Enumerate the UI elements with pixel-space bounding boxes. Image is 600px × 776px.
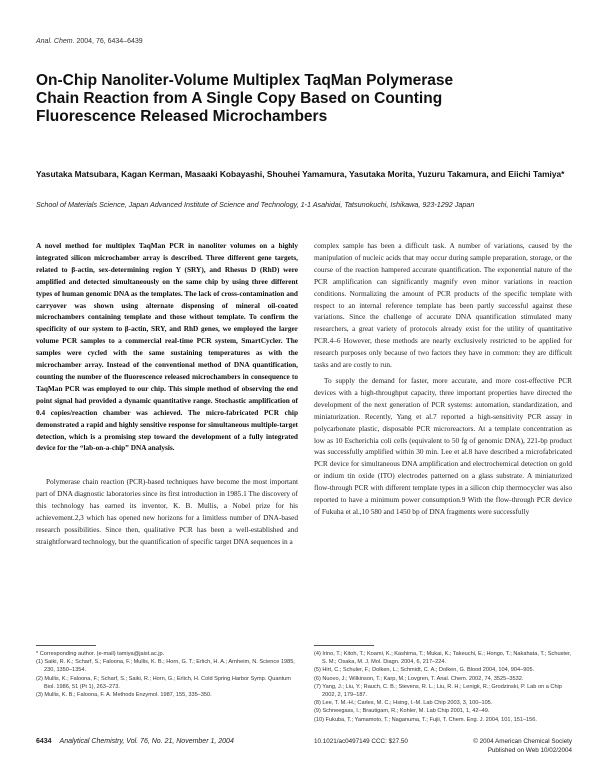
reference-item: (8) Lee, T. M.-H.; Carles, M. C.; Hsing, I.-M. Lab Chip 2003, 3, 100–105. bbox=[314, 700, 493, 707]
journal-reference bbox=[36, 38, 143, 45]
body-paragraph-2: To supply the demand for faster, more accurate, and more cost-effective PCR devices with a high-throughput capacity, three important properties have directed the development of the next generation of PCR systems: automation, standardization, and miniaturization. Recently, Yang et al.7 reported a high-sensitivity PCR assay in polycarbonate plastic, disposable PCR microreactors. At a template concentration as low as 10 Escherichia coli cells (equivalent to 50 fg of genomic DNA), 221-bp product was successfully amplified within 30 min. Lee et al.8 have described a microfabricated PCR device for simultaneous DNA amplification and electrochemical detection on gold or indium tin oxide (ITO) electrodes patterned on a glass substrate. A miniaturized flow-through PCR with different template types in a silicon chip thermocycler was also reported to have a minimum power consumption.9 With the flow-through PCR device of Fukuha et al.,10 580 and 1450 bp of DNA fragments were successfully bbox=[314, 375, 572, 516]
page-footer-right bbox=[314, 738, 572, 755]
page-footer-left bbox=[36, 738, 234, 745]
corresponding-author-note: * Corresponding author. (e-mail) tamiya@jaist.ac.jp. bbox=[36, 651, 165, 657]
page-number: 6434 bbox=[36, 738, 52, 745]
introduction-paragraph: Polymerase chain reaction (PCR)-based techniques have become the most important part of DNA diagnostic laboratories since its first introduction in 1985.1 The discovery of this technology has earned its inventor, K. B. Mullis, a Nobel prize for his achievement.2,3 which has opened new horizons for a limitless number of DNA-based research possibilities. Since then, qualitative PCR has been a well-established and straightforward technology, but the quantification of specific target DNA sequences in a bbox=[36, 477, 298, 546]
right-column bbox=[314, 240, 572, 518]
body-paragraph-1: complex sample has been a difficult task. A number of variations, caused by the manipulation of nucleic acids that may occur during sample preparation, storage, or the course of the reaction hampered accurate quantification. The exponential nature of the PCR amplification can significantly magnify even minor variations in reaction conditions. Normalizing the amount of PCR products of the specific template with respect to an internal reference template has been partly successful against these variations. Since the challenge of accurate DNA quantification stimulated many researchers, a great variety of protocols already exist for the utility of quantitative PCR.4–6 However, these methods are nearly exclusively restricted to be applied for research purposes only because of two factors they have in common: they are difficult tasks and are costly to run. bbox=[314, 241, 572, 370]
reference-item: (2) Mullis, K.; Faloona, F.; Scharf, S.; Saiki, R.; Horn, G.; Erlich, H. Cold Spring Harbor Symp. Quantum Biol. 1986, 51 (Pt 1), 263–273. bbox=[36, 675, 291, 690]
left-column bbox=[36, 240, 298, 548]
reference-item: (4) Irino, T.; Kitoh, T.; Koami, K.; Kashima, T.; Mukai, K.; Takeuchi, E.; Hongo, T.; Nakahata, T.; Schuster, S. M.; Osaka, M. J. Mol. Diagn. 2004, 6, 217–224. bbox=[314, 651, 572, 666]
footnotes-right bbox=[314, 650, 572, 724]
journal-issue: Analytical Chemistry, Vol. 76, No. 21, November 1, 2004 bbox=[59, 738, 234, 745]
author-list: Yasutaka Matsubara, Kagan Kerman, Masaaki Kobayashi, Shouhei Yamamura, Yasutaka Morita, Yuzuru Takamura, and Eiichi Tamiya* bbox=[36, 169, 565, 179]
author-affiliation: School of Materials Science, Japan Advanced Institute of Science and Technology, 1-1 Asahidai, Tatsunokuchi, Ishikawa, 923-1292 Japan bbox=[36, 200, 475, 209]
footnotes-left bbox=[36, 650, 298, 699]
reference-item: (10) Fukuba, T.; Yamamoto, T.; Naganuma, T.; Fujii, T. Chem. Eng. J. 2004, 101, 151–156. bbox=[314, 716, 537, 723]
reference-item: (5) Hirt, C.; Schuler, F.; Dolken, L.; Schmidt, C. A.; Dolken, G. Blood 2004, 104, 904–905. bbox=[314, 667, 535, 674]
copyright: © 2004 American Chemical Society bbox=[473, 738, 572, 745]
published-on-web: Published on Web 10/02/2004 bbox=[487, 746, 572, 754]
footnote-divider-right bbox=[314, 645, 374, 646]
journal-abbrev: Anal. Chem. bbox=[36, 38, 75, 45]
footnote-divider-left bbox=[36, 645, 96, 646]
abstract: A novel method for multiplex TaqMan PCR in nanoliter volumes on a highly integrated silicon microchamber array is described. Three different gene targets, related to β-actin, sex-determining region Y (SRY), and Rhesus D (RhD) were amplified and detected simultaneously on the same chip by using three different types of human genomic DNA as the templates. The lack of cross-contamination and carryover was shown using alternate dispensing of mineral oil-coated microchambers containing template and those without template. To confirm the specificity of our system to β-actin, SRY, and RhD genes, we employed the larger volume PCR samples to a commercial real-time PCR system, SmartCycler. The samples were cycled with the same sustaining temperatures as with the microchamber array. Instead of the conventional method of DNA quantification, counting the number of the fluorescence released microchambers in consequence to TaqMan PCR was employed to our chip. This simple method of observing the end point signal had provided a dynamic quantitative range. Stochastic amplification of 0.4 copies/reaction chamber was achieved. The micro-fabricated PCR chip demonstrated a rapid and highly sensitive response for simultaneous multiple-target detection, which is a promising step toward the development of a fully integrated device for the “lab-on-a-chip” DNA analysis. bbox=[36, 241, 298, 453]
journal-year-volume-pages: 2004, 76, 6434–6439 bbox=[76, 38, 143, 45]
paper-title: On-Chip Nanoliter-Volume Multiplex TaqMan Polymerase Chain Reaction from A Single Copy Based on Counting Fluorescence Released Microchambers bbox=[36, 72, 454, 125]
reference-item: (7) Yang, J.; Liu, Y.; Rauch, C. B.; Stevens, R. L.; Liu, R. H.; Lenigk, R.; Grodzinski, P. Lab on a Chip 2002, 2, 179–187. bbox=[314, 683, 562, 699]
reference-item: (9) Schneegass, I.; Brautigam, R.; Kohler, M. Lab Chip 2001, 1, 42–49. bbox=[314, 708, 490, 715]
reference-item: (3) Mullis, K. B.; Faloona, F. A. Methods Enzymol. 1987, 155, 335–350. bbox=[36, 692, 212, 699]
doi-price: 10.1021/ac0497149 CCC: $27.50 bbox=[314, 738, 408, 745]
reference-item: (1) Saiki, R. K.; Scharf, S.; Faloona, F.; Mullis, K. B.; Horn, G. T.; Erlich, H. A.; Arnheim, N. Science 1985, 230, 1350–1354. bbox=[36, 659, 295, 674]
reference-item: (6) Nuovo, J.; Wilkinson, T.; Karp, M.; Lovgren, T. Anal. Chem. 2002, 74, 3525–3532. bbox=[314, 675, 524, 682]
